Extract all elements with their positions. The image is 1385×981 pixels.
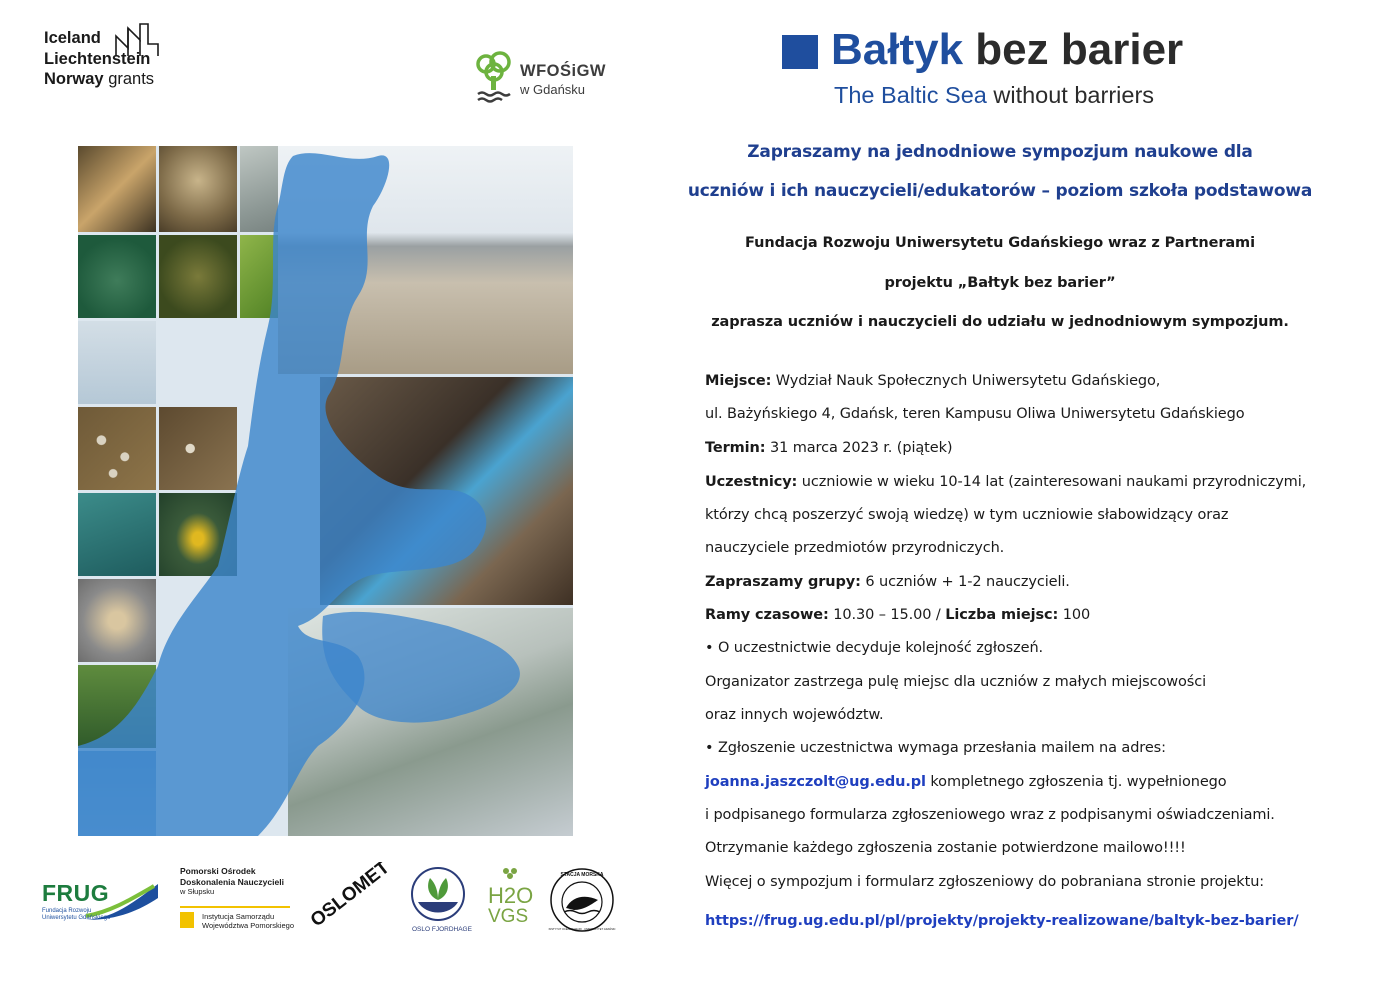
oslomet-arc-icon xyxy=(304,862,400,932)
participants-cont-1: którzy chcą poszerzyć swoją wiedzę) w tym uczniowie słabowidzący oraz xyxy=(705,507,1229,523)
heading-line-2: uczniów i ich nauczycieli/edukatorów – poziom szkoła podstawowa xyxy=(687,181,1313,201)
time-line xyxy=(705,607,1090,623)
participants-label: Uczestnicy: xyxy=(705,474,798,490)
fjordhage-leaf-icon xyxy=(410,866,466,924)
title-part-1: Bałtyk xyxy=(831,25,964,74)
eea-norway: Norway xyxy=(44,70,104,88)
project-subtitle xyxy=(834,82,1154,109)
fjordhage-name: OSLO FJORDHAGE xyxy=(412,926,472,933)
groups-label: Zapraszamy grupy: xyxy=(705,574,861,590)
form-line: i podpisanego formularza zgłoszeniowego wraz z podpisanymi oświadczeniami. xyxy=(705,807,1275,823)
collage-image xyxy=(78,146,573,836)
podn-line-1: Pomorski Ośrodek xyxy=(180,866,256,876)
groups-line xyxy=(705,574,1070,590)
address-line: ul. Bażyńskiego 4, Gdańsk, teren Kampusu Oliwa Uniwersytetu Gdańskiego xyxy=(705,406,1245,422)
time-label: Ramy czasowe: xyxy=(705,607,829,623)
seats-label: Liczba miejsc: xyxy=(945,607,1059,623)
date-line xyxy=(705,440,952,456)
bullet-order: • O uczestnictwie decyduje kolejność zgłoszeń. xyxy=(705,640,1044,656)
tree-icon xyxy=(472,50,516,104)
reserve-line-1: Organizator zastrzega pulę miejsc dla uczniów z małych miejscowości xyxy=(705,674,1207,690)
groups-value: 6 uczniów + 1-2 nauczycieli. xyxy=(860,574,1070,590)
heading-line-1: Zapraszamy na jednodniowe sympozjum naukowe dla xyxy=(747,142,1253,162)
h2o-vgs-logo xyxy=(486,866,536,936)
place-label: Miejsce: xyxy=(705,373,772,389)
intro-line-1: Fundacja Rozwoju Uniwersytetu Gdańskiego wraz z Partnerami xyxy=(745,235,1255,251)
place-line xyxy=(705,373,1160,389)
intro-line-3: zaprasza uczniów i nauczycieli do udziału w jednodniowym sympozjum. xyxy=(711,314,1289,330)
frug-logo xyxy=(40,880,162,924)
date-value: 31 marca 2023 r. (piątek) xyxy=(765,440,953,456)
subtitle-part-1: The Baltic Sea xyxy=(834,82,987,108)
podn-line-2: Doskonalenia Nauczycieli xyxy=(180,876,284,887)
participants-line xyxy=(705,474,1306,490)
participants-value: uczniowie w wieku 10-14 lat (zainteresowani naukami przyrodniczymi, xyxy=(797,474,1307,490)
h2o-top: H2O xyxy=(488,883,534,908)
eea-grants: grants xyxy=(108,70,155,88)
email-link[interactable]: joanna.jaszczolt@ug.edu.pl xyxy=(705,774,926,790)
reserve-line-2: oraz innych województw. xyxy=(705,707,884,723)
oslomet-left: OSLOMET xyxy=(306,862,394,932)
podn-logo xyxy=(180,866,310,936)
bullet-registration: • Zgłoszenie uczestnictwa wymaga przesłania mailem na adres: xyxy=(705,740,1166,756)
project-url-link[interactable]: https://frug.ug.edu.pl/pl/projekty/projekty-realizowane/baltyk-bez-barier/ xyxy=(705,913,1299,929)
frug-subtitle: Fundacja Rozwoju Uniwersytetu Gdańskiego xyxy=(42,908,111,921)
eea-mark-icon xyxy=(114,22,160,58)
eea-grants-logo xyxy=(44,28,194,108)
podn-institution: Instytucja Samorządu Województwa Pomorskiego xyxy=(202,912,294,930)
wfosigw-name: WFOŚiGW xyxy=(520,62,606,80)
time-value: 10.30 – 15.00 / xyxy=(828,607,946,623)
email-after: kompletnego zgłoszenia tj. wypełnionego xyxy=(925,774,1227,790)
stacja-seal-icon xyxy=(548,866,616,934)
project-title xyxy=(831,24,1183,76)
frug-name: FRUG xyxy=(42,880,110,906)
participants-cont-2: nauczyciele przedmiotów przyrodniczych. xyxy=(705,540,1005,556)
subtitle-part-2: without barriers xyxy=(986,82,1155,108)
email-line xyxy=(705,774,1227,790)
pomorskie-crest-icon xyxy=(180,912,194,928)
intro-line-2: projektu „Bałtyk bez barier” xyxy=(884,275,1116,291)
wfosigw-city: w Gdańsku xyxy=(520,82,586,97)
date-label: Termin: xyxy=(705,440,766,456)
more-info-line: Więcej o sympozjum i formularz zgłoszeniowy do pobraniana stronie projektu: xyxy=(705,874,1265,890)
eea-line-2: Liechtenstein xyxy=(44,49,151,68)
oslo-fjordhage-logo xyxy=(410,866,470,938)
h2o-bottom: VGS xyxy=(488,906,529,927)
place-value: Wydział Nauk Społecznych Uniwersytetu Gdańskiego, xyxy=(771,373,1161,389)
wfosigw-logo xyxy=(472,50,632,106)
eea-line-1: Iceland xyxy=(44,29,101,47)
stacja-top-text: STACJA MORSKA xyxy=(560,872,604,878)
podn-divider xyxy=(180,906,290,908)
eea-line-3 xyxy=(44,69,194,90)
confirm-line: Otrzymanie każdego zgłoszenia zostanie potwierdzone mailowo!!!! xyxy=(705,840,1186,856)
title-square-icon xyxy=(782,35,818,69)
project-url xyxy=(705,913,1299,929)
podn-line-3: w Słupsku xyxy=(180,887,215,896)
seats-value: 100 xyxy=(1058,607,1091,623)
h2o-sprout-icon xyxy=(500,866,520,884)
baltic-map-overlay xyxy=(78,146,573,836)
title-part-2: bez barier xyxy=(963,25,1184,74)
stacja-ring-text: INSTYTUT OCEANOGRAFII · UNIWERSYTET GDAŃSKI xyxy=(548,928,616,931)
stacja-morska-logo xyxy=(548,866,616,934)
oslomet-logo xyxy=(304,862,400,932)
